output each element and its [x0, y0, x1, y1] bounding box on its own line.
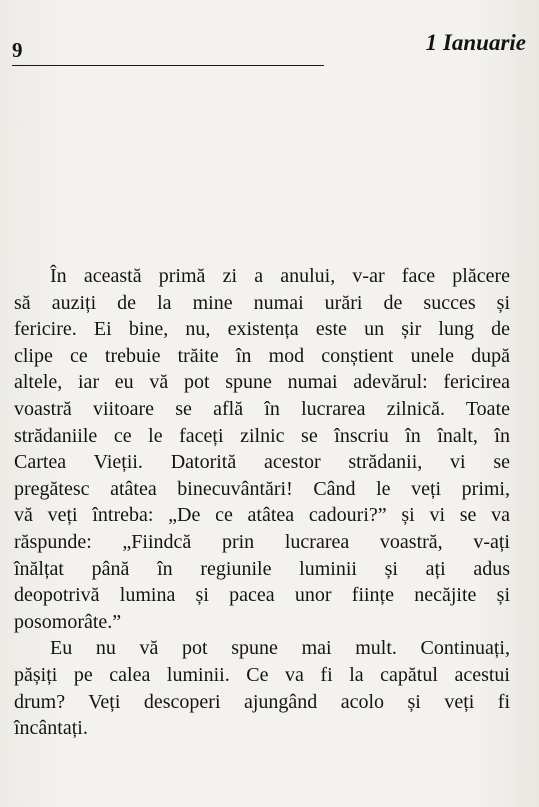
- text-line: fericire. Ei bine, nu, existența este un șir lung de: [14, 318, 510, 341]
- text-line: pășiți pe calea luminii. Ce va fi la capătul acestui: [14, 663, 510, 686]
- text-line: altele, iar eu vă pot spune numai adevărul: fericirea: [14, 371, 510, 394]
- text-line: drum? Veți descoperi ajungând acolo și veți fi: [14, 690, 510, 713]
- page-number: 9: [12, 38, 23, 62]
- text-line: strădaniile ce le faceți zilnic se înscriu în înalt, în: [14, 424, 510, 447]
- text-line: pregătesc atâtea binecuvântări! Când le veți primi,: [14, 477, 510, 500]
- text-line: clipe ce trebuie trăite în mod conștient unele după: [14, 344, 510, 367]
- text-line: posomorâte.”: [14, 610, 122, 633]
- text-line: înălțat până în regiunile luminii și ați adus: [14, 557, 510, 580]
- header-rule: [12, 65, 324, 66]
- text-line: încântați.: [14, 717, 88, 740]
- text-line: Eu nu vă pot spune mai mult. Continuați,: [50, 637, 510, 660]
- text-line: să auziți de la mine numai urări de succes și: [14, 291, 510, 314]
- running-title: 1 Ianuarie: [425, 30, 526, 55]
- text-line: răspunde: „Fiindcă prin lucrarea voastră, v-ați: [14, 530, 510, 553]
- page-header: [12, 30, 526, 70]
- body-text: [14, 263, 510, 742]
- text-line: voastră viitoare se află în lucrarea zilnică. Toate: [14, 397, 510, 420]
- text-line: În această primă zi a anului, v-ar face plăcere: [50, 265, 510, 287]
- text-line: deopotrivă lumina și pacea unor ființe necăjite și: [14, 584, 510, 607]
- text-line: Cartea Vieții. Datorită acestor strădanii, vi se: [14, 451, 510, 474]
- text-line: vă veți întreba: „De ce atâtea cadouri?” și vi se va: [14, 504, 510, 527]
